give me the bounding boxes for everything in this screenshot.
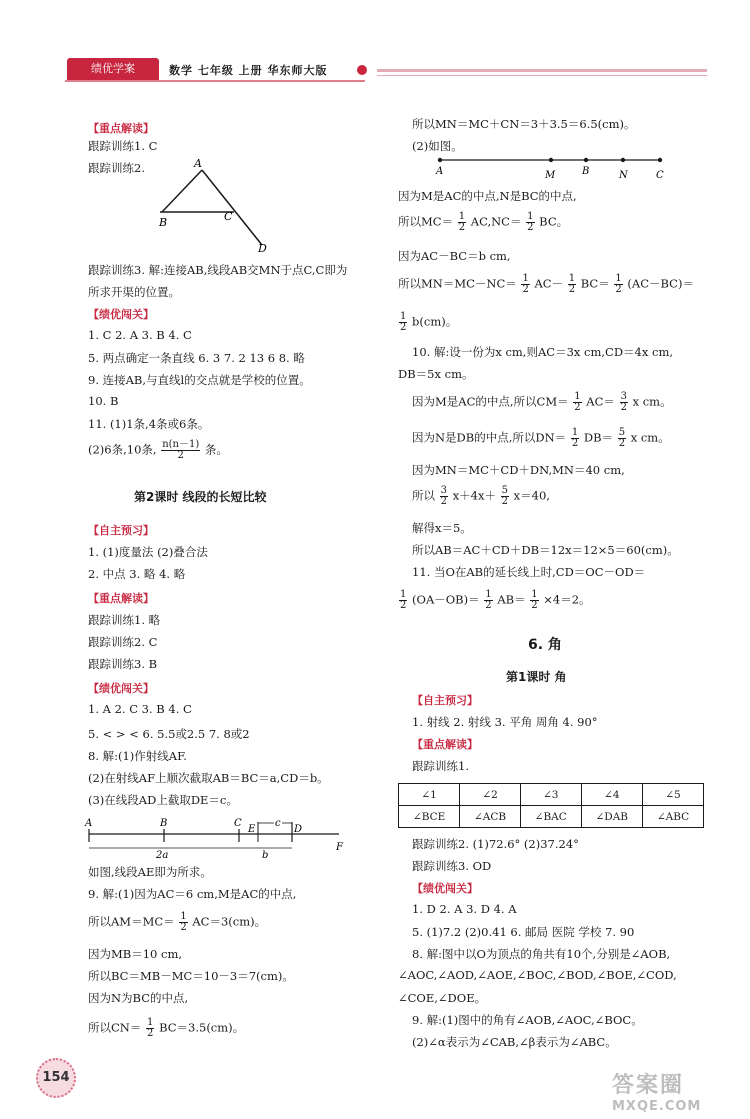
text-line: 10. B [88,394,119,408]
text-line [398,212,568,233]
fraction-denominator: 2 [485,600,492,611]
text-line: (2)在射线AF上顺次截取AB＝BC＝a,CD＝b。 [88,771,329,785]
text-line: 跟踪训练3. OD [412,859,492,873]
lesson-title: 第1课时 角 [506,670,567,684]
fraction [618,428,626,449]
text-line: ∠AOC,∠AOD,∠AOE,∠BOC,∠BOD,∠BOE,∠COD, [398,968,677,982]
fraction [571,428,579,449]
fig-label-C: C [656,170,664,181]
fraction [399,590,407,611]
text-line [398,590,591,611]
fraction [179,912,187,933]
fraction-numerator: 1 [568,273,576,284]
text-line: (3)在线段AD上截取DE＝c。 [88,793,238,807]
fraction-denominator: 2 [458,222,466,233]
section-heading: 【重点解读】 [412,738,478,751]
fraction [161,440,200,461]
text-line: 跟踪训练2. (1)72.6° (2)37.24° [412,837,579,851]
text-line [88,440,228,461]
text-line [412,428,670,449]
brand-tab: 绩优学案 [67,58,159,80]
text-span: 所以 [412,488,435,503]
fraction-denominator: 2 [400,600,407,611]
text-line: 跟踪训练1. [412,759,469,773]
text-line: 跟踪训练3. B [88,657,158,671]
table-row [399,806,704,828]
text-line [398,274,694,295]
fraction-denominator: 2 [177,450,184,461]
fig-label-M: M [545,170,556,181]
text-line: DB＝5x cm。 [398,367,474,381]
text-line: 因为M是AC的中点,N是BC的中点, [398,189,577,203]
text-line: 因为MN＝MC＋CD＋DN,MN＝40 cm, [412,463,625,477]
fraction-numerator: 1 [400,311,407,322]
fraction-numerator: 5 [618,427,626,438]
text-span: (OA－OB)＝ [412,592,480,607]
text-line: 9. 连接AB,与直线l的交点就是学校的位置。 [88,373,311,387]
fraction-numerator: 1 [531,589,538,600]
text-span: 所以CN＝ [88,1020,142,1035]
page-header [65,58,705,82]
fraction-numerator: 1 [400,589,407,600]
text-line: 所以MN＝MC＋CN＝3＋3.5＝6.5(cm)。 [412,117,636,131]
text-span: (2)6条,10条, [88,442,157,457]
fig-label-B: B [160,818,168,829]
fraction [521,274,529,295]
fig-label-C: C [234,818,242,829]
text-span: 所以MC＝ [398,214,454,229]
text-span: DB＝ [583,430,614,445]
fig-label-c: c [275,818,281,829]
fraction-denominator: 2 [440,496,448,507]
text-span: x cm。 [632,394,672,409]
text-line: (2)如图。 [412,139,463,153]
fraction-numerator: 1 [147,1017,154,1028]
text-span: x＝40, [513,488,550,503]
fraction-denominator: 2 [147,1028,154,1039]
text-line: 10. 解:设一份为x cm,则AC＝3x cm,CD＝4x cm, [412,345,674,359]
text-span: ×4＝2。 [543,592,591,607]
fraction-numerator: 1 [485,589,492,600]
text-line [398,312,457,333]
fraction-denominator: 2 [527,222,534,233]
text-span: 因为N是DB的中点,所以DN＝ [412,430,567,445]
text-line: 8. 解:图中以O为顶点的角共有10个,分别是∠AOB, [412,947,671,961]
fraction-denominator: 2 [618,438,626,449]
text-span: (AC－BC)＝ [627,276,694,291]
page-number: 154 [36,1058,76,1098]
text-line: 跟踪训练2. C [88,635,158,649]
fraction [568,274,576,295]
fraction-denominator: 2 [501,496,509,507]
fraction [146,1018,154,1039]
fraction [484,590,492,611]
fig-label-F: F [336,842,343,853]
text-line: 11. 当O在AB的延长线上时,CD＝OC－OD＝ [412,565,646,579]
fig-label-C: C [224,210,233,223]
text-line: 跟踪训练2. [88,161,145,175]
text-line [88,912,266,933]
figure-triangle [150,155,280,255]
angle-table [398,783,704,828]
header-rule-thin [377,75,707,76]
table-cell: ∠4 [581,784,642,806]
fig-label-E: E [248,824,256,835]
fraction-denominator: 2 [620,402,627,413]
text-span: AB＝ [497,592,526,607]
text-span: 所以MN＝MC－NC＝ [398,276,517,291]
fraction [620,392,628,413]
fraction [458,212,466,233]
text-line: 9. 解:(1)图中的角有∠AOB,∠AOC,∠BOC。 [412,1013,643,1027]
text-span: x cm。 [630,430,670,445]
text-line: 跟踪训练1. C [88,139,158,153]
text-line: 1. C 2. A 3. B 4. C [88,328,192,342]
fig-label-D: D [294,824,303,835]
fraction [399,312,407,333]
fraction-numerator: 1 [180,911,187,922]
section-heading: 【重点解读】 [88,592,154,605]
header-dot-icon [357,65,367,75]
text-span: AC,NC＝ [470,214,522,229]
text-span: AC－ [534,276,564,291]
section-heading: 【绩优闯关】 [88,308,154,321]
section-heading: 【绩优闯关】 [412,882,478,895]
lesson-title: 第2课时 线段的长短比较 [134,490,267,504]
figure-segment-AC [434,152,674,182]
fig-label-A: A [194,157,202,170]
section-heading: 【自主预习】 [412,694,478,707]
text-span: 条。 [204,442,228,457]
fraction [440,486,448,507]
text-line: 所求开渠的位置。 [88,285,180,299]
fig-label-B: B [582,166,590,177]
text-line: 8. 解:(1)作射线AF. [88,749,187,763]
text-span: b(cm)。 [412,314,458,329]
watermark [612,1068,732,1116]
text-span: BC。 [539,214,569,229]
table-cell: ∠5 [642,784,703,806]
header-rule [377,69,707,72]
table-cell: ∠BCE [399,806,460,828]
text-line: 2. 中点 3. 略 4. 略 [88,567,186,581]
fig-label-A: A [85,818,93,829]
text-span: AC＝ [586,394,615,409]
header-underline [65,80,365,82]
text-line: 5. 两点确定一条直线 6. 3 7. 2 13 6 8. 略 [88,351,305,365]
text-line: (2)∠α表示为∠CAB,∠β表示为∠ABC。 [412,1035,617,1049]
text-line: 1. D 2. A 3. D 4. A [412,902,517,916]
fig-label-b: b [262,850,269,860]
text-span: 所以AM＝MC＝ [88,914,175,929]
watermark-line1: 答案圈 [612,1073,685,1098]
fig-label-B: B [159,216,168,229]
text-line: ∠COE,∠DOE。 [398,991,487,1005]
fraction-denominator: 2 [571,438,579,449]
text-span: BC＝ [580,276,610,291]
fraction-denominator: 2 [531,600,538,611]
text-line [412,392,672,413]
fraction-denominator: 2 [400,322,407,333]
book-title: 数学 七年级 上册 华东师大版 [169,64,328,77]
fraction-numerator: 3 [620,391,627,402]
text-line: 1. A 2. C 3. B 4. C [88,702,192,716]
text-line: 1. (1)度量法 (2)叠合法 [88,545,208,559]
fraction-numerator: 1 [571,427,579,438]
fig-label-N: N [619,170,628,181]
fraction-numerator: 1 [527,211,534,222]
text-line: 跟踪训练3. 解:连接AB,线段AB交MN于点C,C即为 [88,263,348,277]
fraction [573,392,581,413]
fig-label-2a: 2a [156,850,169,860]
text-span: AC＝3(cm)。 [192,914,267,929]
fraction-numerator: 1 [458,211,466,222]
fraction-numerator: n(n－1) [162,439,200,450]
fraction-denominator: 2 [615,284,622,295]
fraction [501,486,509,507]
text-line: 跟踪训练1. 略 [88,613,161,627]
text-span: 因为M是AC的中点,所以CM＝ [412,394,569,409]
text-line: 9. 解:(1)因为AC＝6 cm,M是AC的中点, [88,887,297,901]
table-cell: ∠DAB [581,806,642,828]
table-cell: ∠3 [520,784,581,806]
fig-label-D: D [258,242,267,255]
section-heading: 【重点解读】 [88,122,154,135]
fraction [614,274,622,295]
text-line: 所以AB＝AC＋CD＋DB＝12x＝12×5＝60(cm)。 [412,543,679,557]
text-line [412,486,550,507]
fraction-denominator: 2 [568,284,576,295]
text-line: 如图,线段AE即为所求。 [88,865,212,879]
section-heading: 【自主预习】 [88,524,154,537]
fraction [530,590,538,611]
table-cell: ∠2 [460,784,521,806]
text-span: BC＝3.5(cm)。 [159,1020,245,1035]
text-line: 11. (1)1条,4条或6条。 [88,417,210,431]
figure-ray-construction [84,812,349,860]
text-line: 因为MB＝10 cm, [88,947,183,961]
text-line: 1. 射线 2. 射线 3. 平角 周角 4. 90° [412,715,598,729]
table-cell: ∠ACB [460,806,521,828]
text-line: 所以BC＝MB－MC＝10－3＝7(cm)。 [88,969,294,983]
fraction [526,212,534,233]
section-heading: 【绩优闯关】 [88,682,154,695]
fraction-denominator: 2 [574,402,581,413]
fraction-numerator: 3 [440,485,448,496]
table-cell: ∠BAC [520,806,581,828]
table-row [399,784,704,806]
text-line: 因为AC－BC＝b cm, [398,249,511,263]
fig-label-A: A [436,166,444,177]
table-cell: ∠ABC [642,806,703,828]
text-line: 5. < > < 6. 5.5或2.5 7. 8或2 [88,727,250,741]
text-line: 因为N为BC的中点, [88,991,189,1005]
fraction-numerator: 1 [574,391,581,402]
fraction-numerator: 5 [501,485,509,496]
fraction-denominator: 2 [522,284,529,295]
chapter-title: 6. 角 [528,637,562,653]
fraction-numerator: 1 [522,273,529,284]
watermark-line2: MXQE.COM [612,1099,702,1114]
fraction-numerator: 1 [615,273,622,284]
fraction-denominator: 2 [180,922,187,933]
text-line: 5. (1)7.2 (2)0.41 6. 邮局 医院 学校 7. 90 [412,925,635,939]
table-cell: ∠1 [399,784,460,806]
text-line: 解得x＝5。 [412,521,472,535]
text-line [88,1018,244,1039]
text-span: x＋4x＋ [452,488,496,503]
